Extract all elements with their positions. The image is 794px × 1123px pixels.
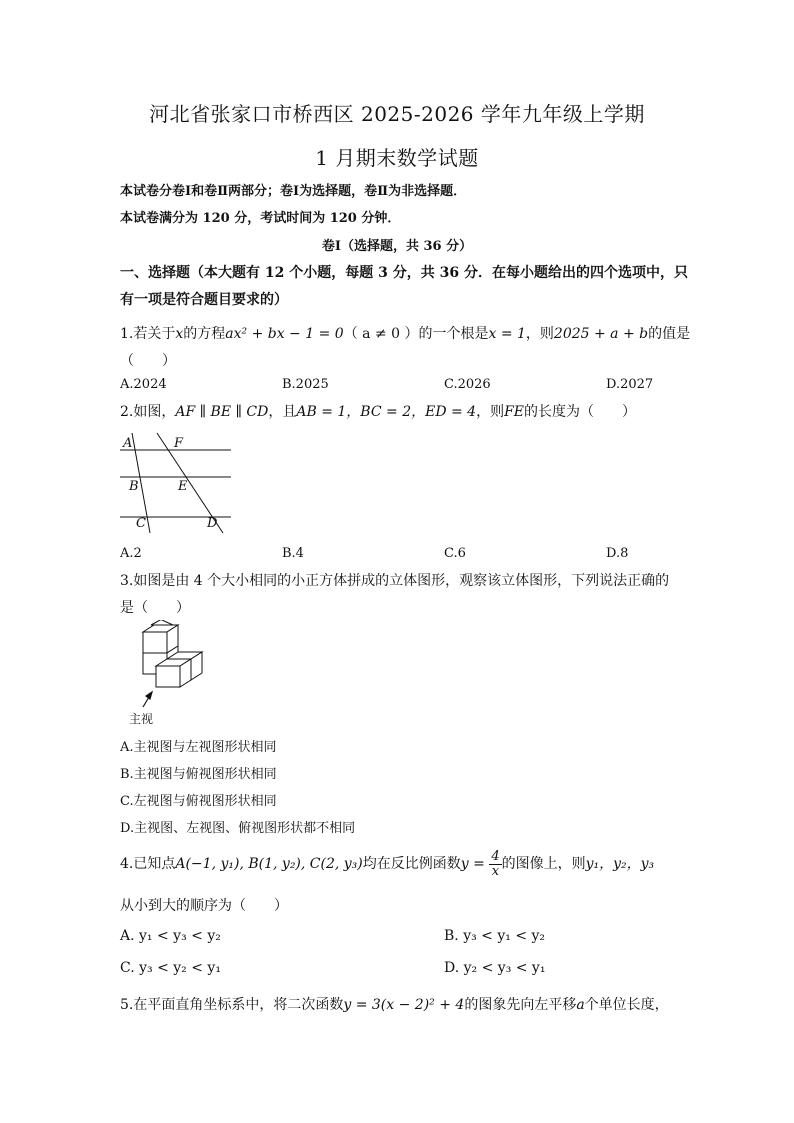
q2-option-b: B.4 [282, 546, 304, 561]
q3-cube-figure [125, 620, 205, 725]
intro-line-1: 本试卷分卷Ⅰ和卷Ⅱ两部分；卷Ⅰ为选择题，卷Ⅱ为非选择题． [120, 184, 467, 199]
section-header: 卷Ⅰ（选择题，共 36 分） [321, 239, 473, 254]
q3-option-a: A.主视图与左视图形状相同 [120, 740, 277, 755]
question-4-stem: 4.已知点A(−1, y₁), B(1, y₂), C(2, y₃)均在反比例函数y = $\frac{4}{x}$ 的图像上，则y₁，y₂，y₃ [120, 848, 655, 879]
q2-option-c: C.6 [444, 546, 466, 561]
q2-option-a: A.2 [120, 546, 142, 561]
q3-option-c: C.左视图与俯视图形状相同 [120, 794, 277, 809]
label-c: C [136, 516, 146, 531]
label-a: A [123, 436, 133, 451]
q1-option-d: D.2027 [606, 377, 654, 392]
q4-option-d: D. y₂ < y₃ < y₁ [444, 960, 546, 976]
label-e: E [178, 479, 188, 494]
q1-option-b: B.2025 [282, 377, 329, 392]
q1-option-c: C.2026 [444, 377, 491, 392]
fraction-4-over-x: $\frac{4}{x}$ [491, 848, 500, 879]
part-intro-line-1: 一、选择题（本大题有 12 个小题，每题 3 分，共 36 分．在每小题给出的四个选项中，只 [120, 265, 688, 281]
q4-option-b: B. y₃ < y₁ < y₂ [444, 928, 546, 944]
q3-option-b: B.主视图与俯视图形状相同 [120, 767, 277, 782]
q2-option-d: D.8 [606, 546, 629, 561]
question-3-line-1: 3.如图是由 4 个大小相同的小正方体拼成的立体图形，观察该立体图形，下列说法正确的 [120, 573, 670, 589]
question-2-stem: 2.如图，AF ∥ BE ∥ CD，且AB = 1，BC = 2，ED = 4，则FE的长度为（ ） [120, 404, 637, 420]
question-4-line-2: 从小到大的顺序为（ ） [120, 898, 288, 914]
q4-option-a: A. y₁ < y₃ < y₂ [120, 928, 221, 944]
label-b: B [129, 479, 139, 494]
question-5-stem: 5.在平面直角坐标系中，将二次函数y = 3(x − 2)² + 4的图象先向左平移a个单位长度， [120, 997, 669, 1013]
page-subtitle: 1 月期末数学试题 [315, 146, 479, 170]
q2-parallel-lines-figure [115, 428, 235, 538]
q1-option-a: A.2024 [120, 377, 167, 392]
question-3-line-2: 是（ ） [120, 600, 190, 616]
question-1-stem: 1.若关于x的方程ax² + bx − 1 = 0（ a ≠ 0 ）的一个根是x = 1，则2025 + a + b的值是 [120, 326, 691, 342]
intro-line-2: 本试卷满分为 120 分，考试时间为 120 分钟． [120, 211, 401, 226]
question-1-bracket: （ ） [120, 353, 176, 369]
page-title: 河北省张家口市桥西区 2025-2026 学年九年级上学期 [149, 102, 645, 126]
part-intro-line-2: 有一项是符合题目要求的） [120, 292, 288, 308]
q3-option-d: D.主视图、左视图、俯视图形状都不相同 [120, 821, 356, 836]
label-d: D [207, 516, 218, 531]
q4-option-c: C. y₃ < y₂ < y₁ [120, 960, 221, 976]
front-view-label: 主视 [129, 712, 154, 725]
label-f: F [174, 436, 184, 451]
